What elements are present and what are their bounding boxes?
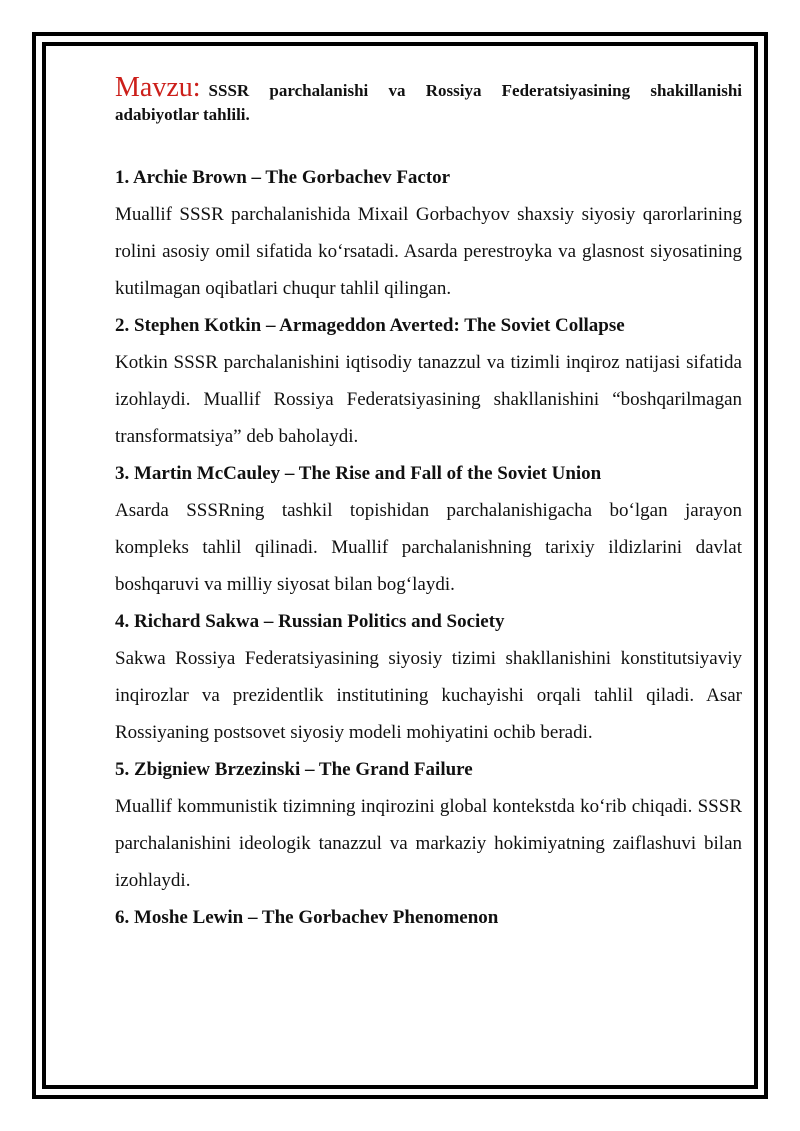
section-1: [115, 159, 742, 307]
section-6: [115, 899, 742, 936]
section-4: [115, 603, 742, 751]
document-body: [115, 72, 742, 936]
section-heading: 4. Richard Sakwa – Russian Politics and Society: [115, 611, 505, 632]
section-3: [115, 455, 742, 603]
section-heading: 1. Archie Brown – The Gorbachev Factor: [115, 167, 451, 188]
section-2: [115, 307, 742, 455]
section-paragraph: Muallif kommunistik tizimning inqirozini global kontekstda ko‘rib chiqadi. SSSR parchalanishini ideologik tanazzul va markaziy hokimiyatning zaiflashuvi bilan izohlaydi.: [115, 796, 742, 891]
section-paragraph: Muallif SSSR parchalanishida Mixail Gorbachyov shaxsiy siyosiy qarorlarining rolini asosiy omil sifatida ko‘rsatadi. Asarda perestroyka va glasnost siyosatining kutilmagan oqibatlari chuqur tahlil qilingan.: [115, 204, 742, 299]
title-label: Mavzu:: [115, 72, 201, 103]
document-title: [115, 72, 742, 127]
section-heading: 2. Stephen Kotkin – Armageddon Averted: The Soviet Collapse: [115, 315, 625, 336]
title-text: SSSR parchalanishi va Rossiya Federatsiyasining shakillanishi adabiyotlar tahlili.: [115, 81, 742, 124]
section-heading: 6. Moshe Lewin – The Gorbachev Phenomenon: [115, 907, 499, 928]
section-5: [115, 751, 742, 899]
section-heading: 5. Zbigniew Brzezinski – The Grand Failure: [115, 759, 473, 780]
section-paragraph: Kotkin SSSR parchalanishini iqtisodiy tanazzul va tizimli inqiroz natijasi sifatida izohlaydi. Muallif Rossiya Federatsiyasining shakllanishini “boshqarilmagan transformatsiya” deb baholaydi.: [115, 352, 742, 447]
section-paragraph: Asarda SSSRning tashkil topishidan parchalanishigacha bo‘lgan jarayon kompleks tahlil qilinadi. Muallif parchalanishning tarixiy ildizlarini davlat boshqaruvi va milliy siyosat bilan bog‘laydi.: [115, 500, 742, 595]
section-paragraph: Sakwa Rossiya Federatsiyasining siyosiy tizimi shakllanishini konstitutsiyaviy inqirozlar va prezidentlik institutining kuchayishi orqali tahlil qiladi. Asar Rossiyaning postsovet siyosiy modeli mohiyatini ochib beradi.: [115, 648, 742, 743]
section-heading: 3. Martin McCauley – The Rise and Fall of the Soviet Union: [115, 463, 602, 484]
